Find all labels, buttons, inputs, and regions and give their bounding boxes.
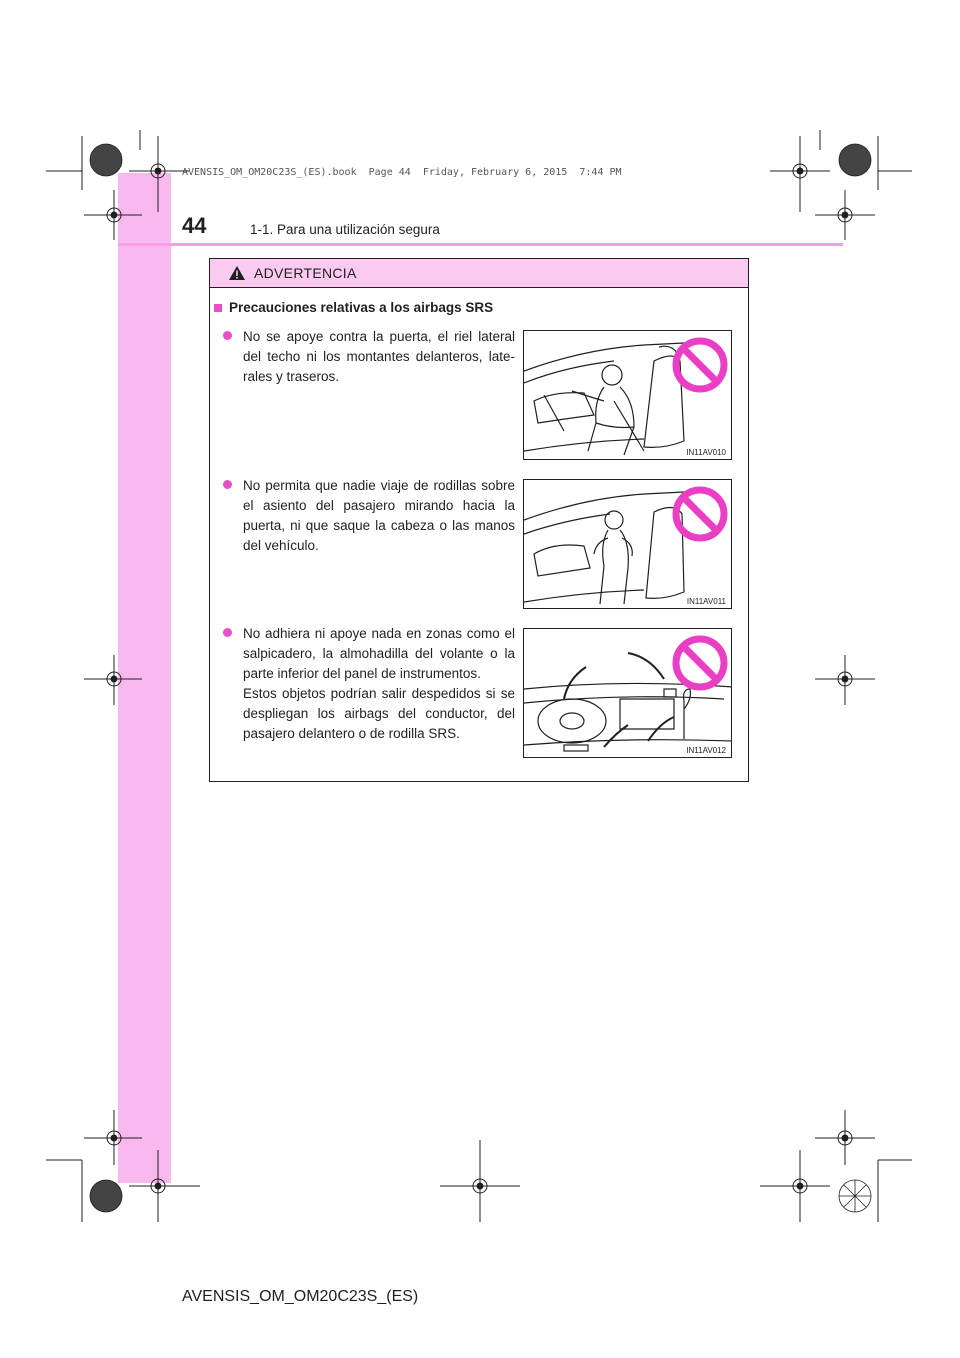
book-stamp: AVENSIS_OM_OM20C23S_(ES).book Page 44 Friday, February 6, 2015 7:44 PM (182, 167, 622, 178)
subheading-text: Precauciones relativas a los airbags SRS (229, 300, 494, 315)
document-id: AVENSIS_OM_OM20C23S_(ES) (182, 1288, 419, 1305)
round-bullet-icon (223, 628, 232, 637)
figure-code: IN11AV012 (686, 746, 726, 755)
list-item (223, 624, 515, 744)
figure-code: IN11AV010 (686, 448, 726, 457)
prohibited-icon (670, 335, 730, 395)
list-item (223, 327, 515, 387)
prohibited-icon (670, 484, 730, 544)
figure-objects-on-dashboard (523, 628, 732, 758)
bullet-text: No permita que nadie viaje de rodillas sobre el asiento del pasajero mirando hacia la puerta, ni que saque la cabeza o las manos del vehículo. (243, 478, 515, 553)
bullet-text: No se apoye contra la puerta, el riel lateral del techo ni los montantes delanteros, late-rales y traseros. (243, 329, 515, 384)
warning-box (209, 258, 749, 782)
prohibited-icon (670, 633, 730, 693)
figure-kneeling-on-seat (523, 479, 732, 609)
round-bullet-icon (223, 331, 232, 340)
warning-subheading (214, 300, 493, 315)
square-bullet-icon (214, 304, 222, 312)
warning-header (210, 259, 748, 288)
page-number: 44 (182, 213, 207, 238)
warning-triangle-icon (228, 265, 246, 281)
section-title: 1-1. Para una utilización segura (250, 222, 440, 237)
list-item (223, 476, 515, 556)
round-bullet-icon (223, 480, 232, 489)
bullet-text: No adhiera ni apoye nada en zonas como el salpicadero, la almohadilla del volante o la parte inferior del panel de instrumentos. Estos objetos podrían salir despedidos si se despliegan los airbags del conductor, del pasajero delantero o de rodilla SRS. (243, 626, 515, 741)
warning-title: ADVERTENCIA (254, 265, 357, 281)
figure-code: IN11AV011 (686, 597, 726, 606)
figure-leaning-on-door (523, 330, 732, 460)
